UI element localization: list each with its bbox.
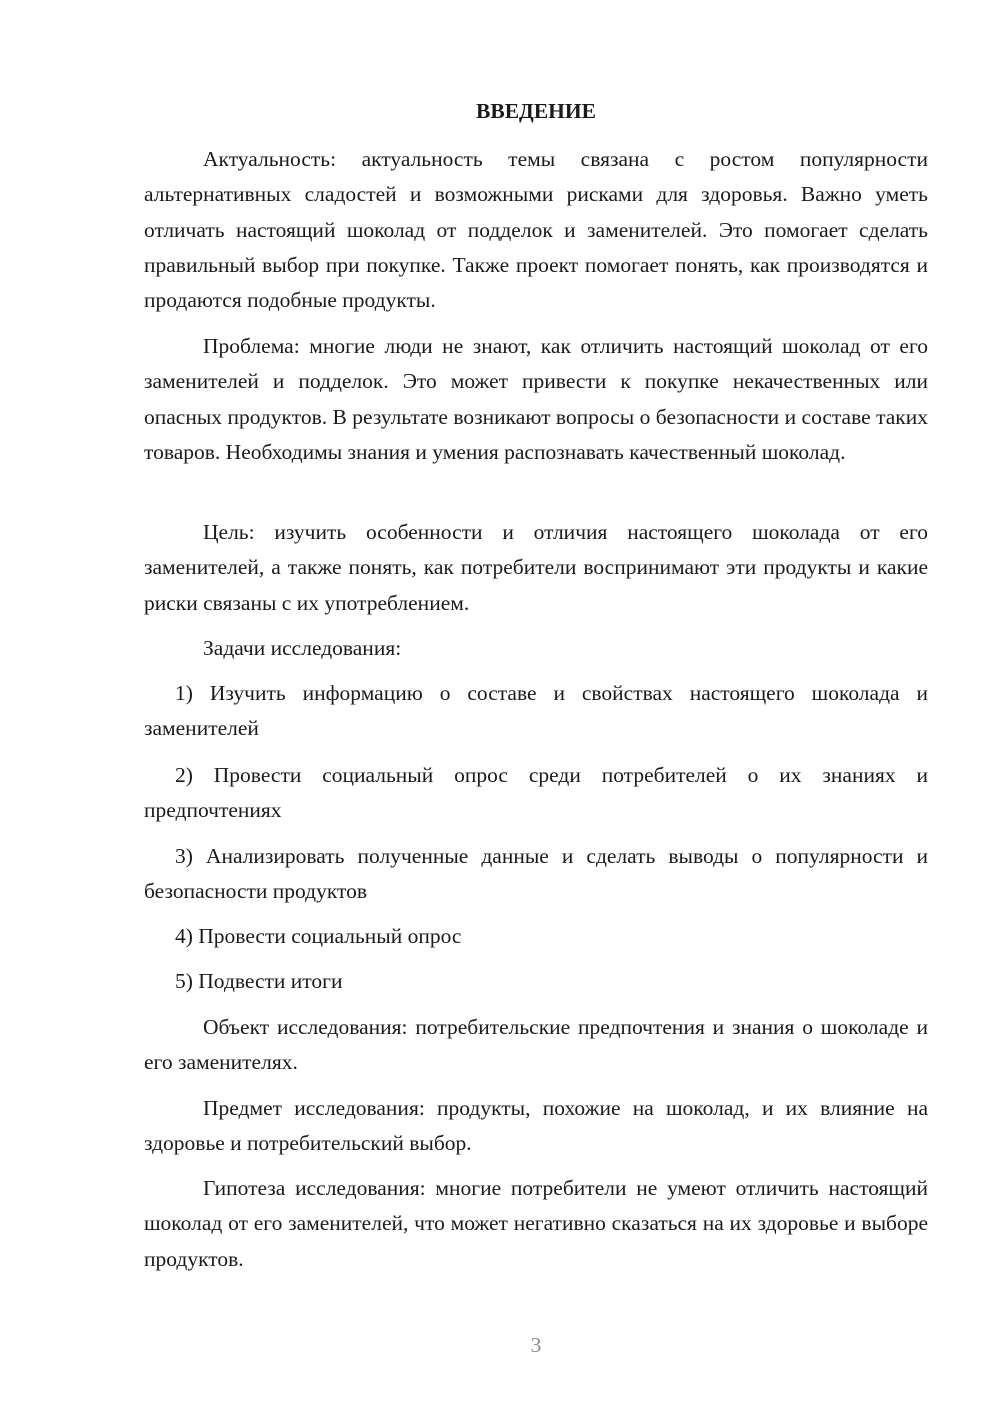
relevance-paragraph: Актуальность: актуальность темы связана с ростом популярности альтернативных сладостей и возможными рисками для здоровья. Важно уметь отличать настоящий шоколад от подделок и заменителей. Это помогает сделать правильный выбор при покупке. Также проект помогает понять, как производятся и продаются подобные продукты. — [144, 147, 928, 313]
task-item-2: 2) Провести социальный опрос среди потребителей о их знаниях и предпочтениях — [144, 763, 928, 823]
page-title: ВВЕДЕНИЕ — [476, 99, 596, 123]
problem-paragraph: Проблема: многие люди не знают, как отличить настоящий шоколад от его заменителей и подделок. Это может привести к покупке некачественных или опасных продуктов. В результате возникают вопросы о безопасности и составе таких товаров. Необходимы знания и умения распознавать качественный шоколад. — [144, 334, 928, 464]
task-item-3: 3) Анализировать полученные данные и сделать выводы о популярности и безопасности продуктов — [144, 844, 928, 904]
tasks-heading: Задачи исследования: — [203, 636, 402, 660]
hypothesis-paragraph: Гипотеза исследования: многие потребители не умеют отличить настоящий шоколад от его заменителей, что может негативно сказаться на их здоровье и выборе продуктов. — [144, 1176, 928, 1271]
page-number: 3 — [530, 1333, 542, 1357]
object-paragraph: Объект исследования: потребительские предпочтения и знания о шоколаде и его заменителях. — [144, 1015, 928, 1075]
goal-paragraph: Цель: изучить особенности и отличия настоящего шоколада от его заменителей, а также понять, как потребители воспринимают эти продукты и какие риски связаны с их употреблением. — [144, 520, 928, 615]
subject-paragraph: Предмет исследования: продукты, похожие на шоколад, и их влияние на здоровье и потребительский выбор. — [144, 1096, 928, 1156]
task-item-5: 5) Подвести итоги — [175, 969, 343, 993]
task-item-4: 4) Провести социальный опрос — [175, 924, 462, 948]
task-item-1: 1) Изучить информацию о составе и свойствах настоящего шоколада и заменителей — [144, 681, 928, 741]
